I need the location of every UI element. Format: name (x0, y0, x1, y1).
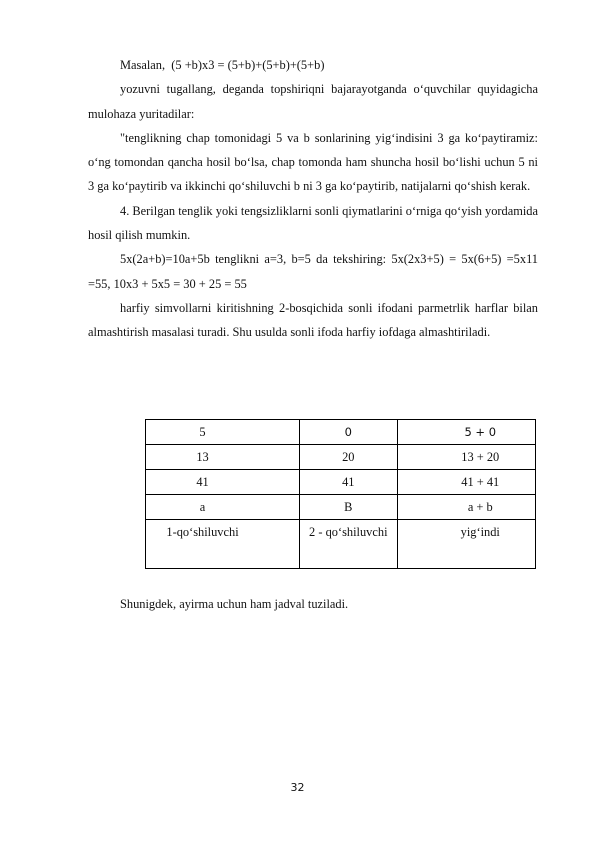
paragraph: 5x(2a+b)=10a+5b tenglikni a=3, b=5 da tekshiring: 5x(2x3+5) = 5x(6+5) =5x11 =55, 10x3 + 5x5 = 30 + 25 = 55 (88, 252, 538, 291)
paragraph: yozuvni tugallang, deganda topshiriqni bajarayotganda o‘quvchilar quyidagicha mulohaza yuritadilar: (88, 82, 538, 121)
table-row (146, 495, 536, 520)
table-cell: 1-qo‘shiluvchi (146, 520, 300, 569)
table-cell: 5 + 0 (397, 420, 535, 445)
table-cell: 41 (300, 470, 397, 495)
table-row (146, 520, 536, 569)
table-cell: 41 (146, 470, 300, 495)
table-cell: 41 + 41 (397, 470, 535, 495)
table-cell: 20 (300, 445, 397, 470)
paragraph: "tenglikning chap tomonidagi 5 va b sonlarining yig‘indisini 3 ga ko‘paytiramiz: o‘ng tomondan qancha hosil bo‘lsa, chap tomonda ham shuncha hosil bo‘lishi uchun 5 ni 3 ga ko‘paytirib va ikkinchi qo‘shiluvchi b ni 3 ga ko‘paytirib, natijalarni qo‘shish kerak. (88, 130, 538, 194)
paragraph: harfiy simvollarni kiritishning 2-bosqichida sonli ifodani parmetrlik harflar bilan almashtirish masalasi turadi. Shu usulda sonli ifoda harfiy iofdaga almashtiriladi. (88, 300, 538, 340)
table-row (146, 445, 536, 470)
table-cell: a (146, 495, 300, 520)
table-cell: B (300, 495, 397, 520)
table-cell: 13 + 20 (397, 445, 535, 470)
example-line: Masalan, (5 +b)x3 = (5+b)+(5+b)+(5+b) (120, 58, 325, 72)
table-row (146, 420, 536, 445)
table-row (146, 470, 536, 495)
table-cell: 5 (146, 420, 300, 445)
table-cell: 0 (300, 420, 397, 445)
body-text (88, 53, 538, 345)
paragraph: 4. Berilgan tenglik yoki tengsizliklarni sonli qiymatlarini o‘rniga qo‘yish yordamida hosil qilish mumkin. (88, 203, 538, 243)
table-cell: 13 (146, 445, 300, 470)
data-table (145, 419, 536, 569)
table-cell: 2 - qo‘shiluvchi (300, 520, 397, 569)
page-number: 32 (290, 781, 305, 794)
closing-sentence: Shunigdek, ayirma uchun ham jadval tuziladi. (120, 597, 349, 611)
table-cell: yig‘indi (397, 520, 535, 569)
table-cell: a + b (397, 495, 535, 520)
